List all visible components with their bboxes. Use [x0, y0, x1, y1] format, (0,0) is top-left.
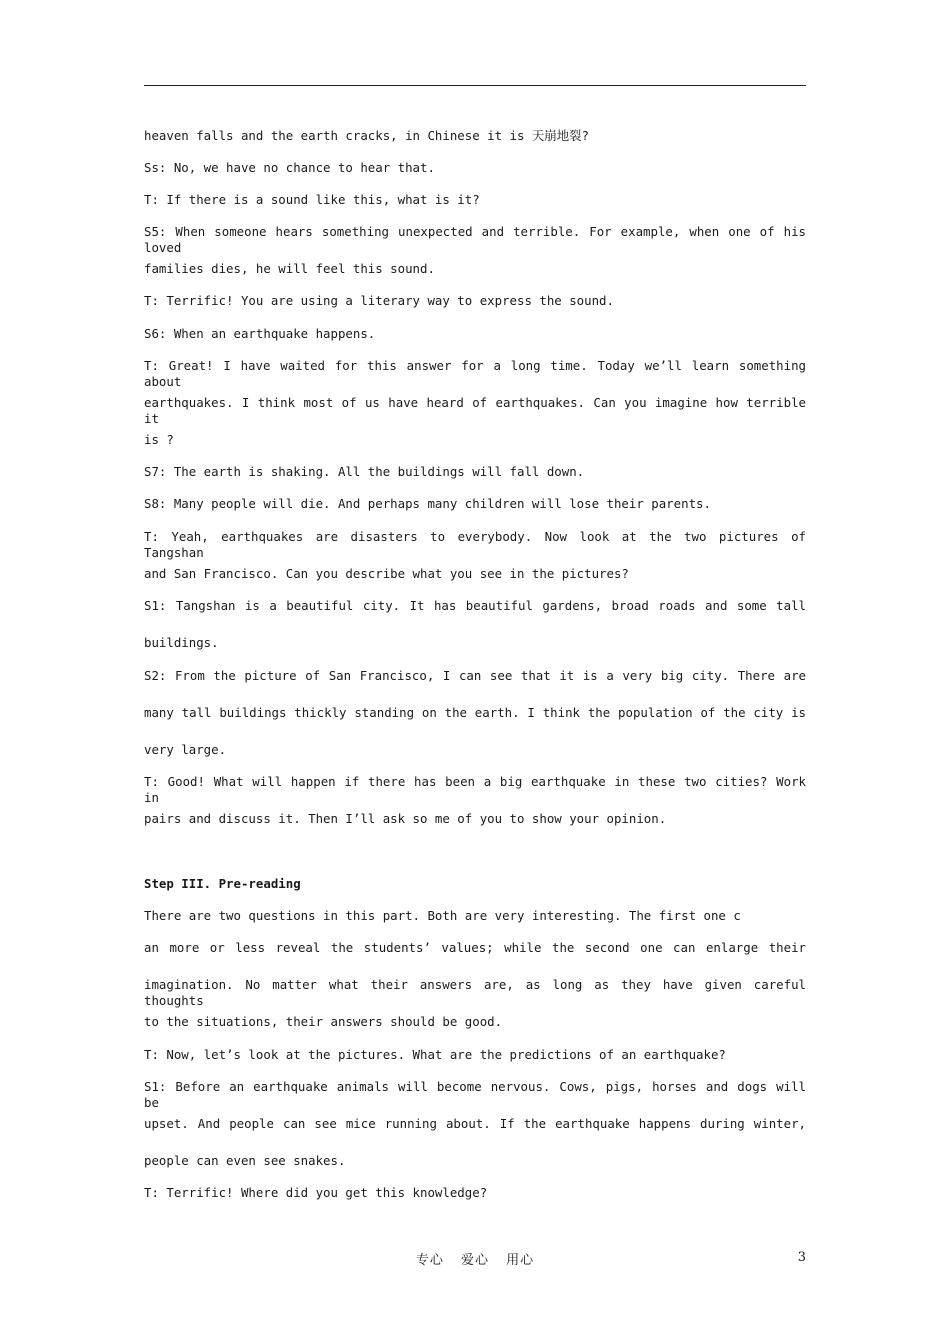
text-line: buildings.: [144, 635, 219, 650]
text-line: There are two questions in this part. Both are very interesting. The first one c: [144, 908, 741, 923]
text-line: an more or less reveal the students’ values; while the second one can enlarge their: [144, 940, 806, 955]
text-line: upset. And people can see mice running about. If the earthquake happens during winter,: [144, 1116, 806, 1131]
text-line: S6: When an earthquake happens.: [144, 326, 376, 341]
text-line: S1: Before an earthquake animals will become nervous. Cows, pigs, horses and dogs will be: [144, 1079, 806, 1110]
text-line: many tall buildings thickly standing on the earth. I think the population of the city is: [144, 705, 806, 720]
footer-motto-part: 爱心: [460, 1253, 489, 1268]
text-line: and San Francisco. Can you describe what you see in the pictures?: [144, 566, 629, 581]
text-line: T: Terrific! You are using a literary way to express the sound.: [144, 293, 614, 308]
footer-motto: [0, 1249, 950, 1268]
text-line: S2: From the picture of San Francisco, I can see that it is a very big city. There are: [144, 668, 806, 683]
text-line: S8: Many people will die. And perhaps many children will lose their parents.: [144, 496, 711, 511]
page-number: 3: [797, 1250, 806, 1265]
text-line: S5: When someone hears something unexpected and terrible. For example, when one of his loved: [144, 224, 806, 255]
text-line: T: If there is a sound like this, what is it?: [144, 192, 480, 207]
text-line: heaven falls and the earth cracks, in Chinese it is 天崩地裂?: [144, 128, 589, 143]
text-line: earthquakes. I think most of us have heard of earthquakes. Can you imagine how terrible it: [144, 395, 806, 426]
footer-motto-part: 用心: [506, 1253, 535, 1268]
text-line: S7: The earth is shaking. All the buildings will fall down.: [144, 464, 585, 479]
text-line: to the situations, their answers should be good.: [144, 1014, 503, 1029]
text-line: T: Yeah, earthquakes are disasters to everybody. Now look at the two pictures of Tangshan: [144, 529, 806, 560]
header-rule: [144, 85, 806, 86]
text-line: pairs and discuss it. Then I’ll ask so me of you to show your opinion.: [144, 811, 667, 826]
text-line: people can even see snakes.: [144, 1153, 346, 1168]
text-line: imagination. No matter what their answers are, as long as they have given careful thoughts: [144, 977, 806, 1008]
text-line: T: Terrific! Where did you get this knowledge?: [144, 1185, 488, 1200]
text-line: Ss: No, we have no chance to hear that.: [144, 160, 435, 175]
section-heading: Step III. Pre-reading: [144, 876, 301, 891]
text-line: T: Now, let’s look at the pictures. What are the predictions of an earthquake?: [144, 1047, 726, 1062]
text-line: T: Good! What will happen if there has been a big earthquake in these two cities? Work in: [144, 774, 806, 805]
text-line: T: Great! I have waited for this answer for a long time. Today we’ll learn something about: [144, 358, 806, 389]
text-line: very large.: [144, 742, 227, 757]
text-line: is ?: [144, 432, 174, 447]
text-line: families dies, he will feel this sound.: [144, 261, 435, 276]
text-line: S1: Tangshan is a beautiful city. It has beautiful gardens, broad roads and some tall: [144, 598, 806, 613]
footer-motto-part: 专心: [415, 1253, 444, 1268]
